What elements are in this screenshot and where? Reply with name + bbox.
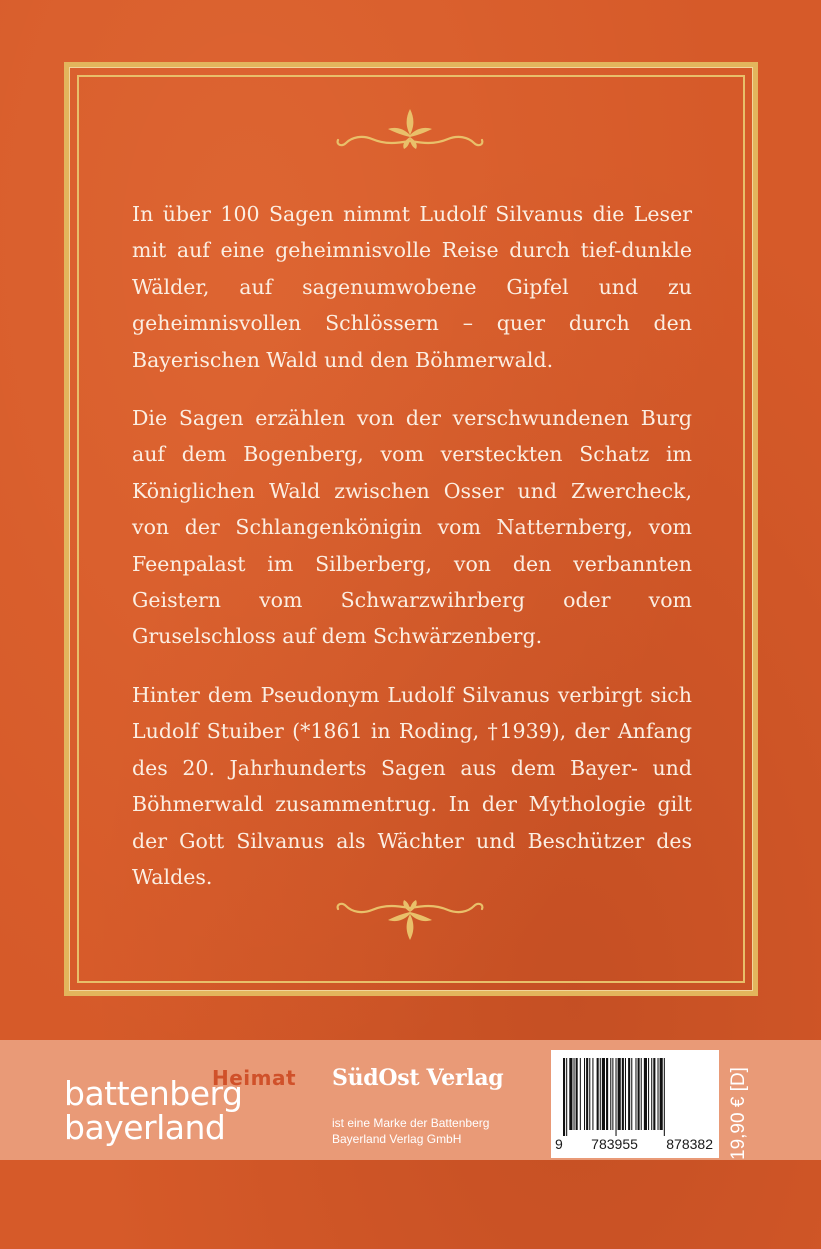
imprint-line-1: ist eine Marke der Battenberg	[332, 1116, 490, 1130]
barcode-bar	[660, 1058, 663, 1130]
imprint-note	[332, 1115, 489, 1147]
barcode-bar	[600, 1058, 601, 1130]
barcode-bar	[602, 1058, 605, 1130]
barcode-bar	[638, 1058, 640, 1130]
blurb-paragraph-1: In über 100 Sagen nimmt Ludolf Silvanus die Leser mit auf eine geheimnisvolle Reise durch tief-dunkle Wälder, auf sagenumwobene Gipfel und zu geheimnisvollen Schlössern – quer durch den Bayerischen Wald und den Böhmerwald.	[132, 202, 692, 372]
blurb-paragraph-3: Hinter dem Pseudonym Ludolf Silvanus verbirgt sich Ludolf Stuiber (*1861 in Roding, †1939), der Anfang des 20. Jahrhunderts Sagen aus dem Bayer- und Böhmerwald zusammentrug. In der Mythologie gilt der Gott Silvanus als Wächter und Beschützer des Waldes.	[132, 682, 692, 889]
isbn-digits	[551, 1136, 719, 1152]
logo-bayerland-text: bayerland	[64, 1108, 226, 1147]
barcode-bar	[566, 1058, 567, 1136]
barcode-bars-icon	[561, 1058, 711, 1136]
barcode-bar	[569, 1058, 572, 1130]
isbn-digit-prefix: 9	[555, 1136, 563, 1152]
barcode-bar	[574, 1058, 575, 1130]
barcode-bar	[589, 1058, 590, 1130]
barcode-bar	[641, 1058, 642, 1130]
barcode-bar	[628, 1058, 630, 1130]
barcode-bar	[586, 1058, 588, 1130]
barcode-bar	[664, 1058, 665, 1136]
barcode-bar	[616, 1058, 617, 1136]
barcode-bar	[563, 1058, 565, 1136]
barcode-bar	[648, 1058, 649, 1130]
barcode-bar	[644, 1058, 647, 1130]
barcode-bar	[584, 1058, 585, 1130]
barcode-bar	[610, 1058, 611, 1130]
imprint-line-2: Bayerland Verlag GmbH	[332, 1132, 462, 1146]
isbn-digit-group-2: 878382	[666, 1136, 713, 1152]
barcode-bar	[631, 1058, 632, 1130]
barcode-bar	[606, 1058, 608, 1130]
barcode-bar	[576, 1058, 578, 1130]
blurb-paragraph-2: Die Sagen erzählen von der verschwundenen Burg auf dem Bogenberg, vom versteckten Schatz im Königlichen Wald zwischen Osser und Zwercheck, von der Schlangenkönigin vom Natternberg, vom Feenpalast im Silberberg, von den verbannten Geistern vom Schwarzwihrberg oder vom Gruselschloss auf dem Schwärzenberg.	[132, 406, 692, 649]
barcode-bar	[658, 1058, 659, 1130]
isbn-digit-group-1: 783955	[591, 1136, 638, 1152]
ornament-bottom-icon	[332, 898, 488, 944]
barcode-bar	[597, 1058, 599, 1130]
barcode-bar	[635, 1058, 636, 1130]
barcode-bar	[580, 1058, 581, 1130]
barcode-bar	[625, 1058, 626, 1130]
logo-sudost-verlag: SüdOst Verlag	[332, 1065, 504, 1091]
logo-battenberg-text: battenberg	[64, 1074, 243, 1113]
price-label: 19,90 € [D]	[728, 1067, 749, 1160]
barcode-bar	[612, 1058, 613, 1130]
barcode-bar	[653, 1058, 655, 1130]
barcode-bar	[622, 1058, 624, 1130]
barcode-bar	[651, 1058, 652, 1130]
ornament-top-icon	[332, 105, 488, 151]
barcode-bar	[592, 1058, 593, 1130]
blurb-text	[132, 196, 692, 917]
isbn-barcode	[551, 1050, 719, 1158]
logo-heimat-text: Heimat	[212, 1066, 297, 1090]
barcode-bar	[618, 1058, 621, 1130]
